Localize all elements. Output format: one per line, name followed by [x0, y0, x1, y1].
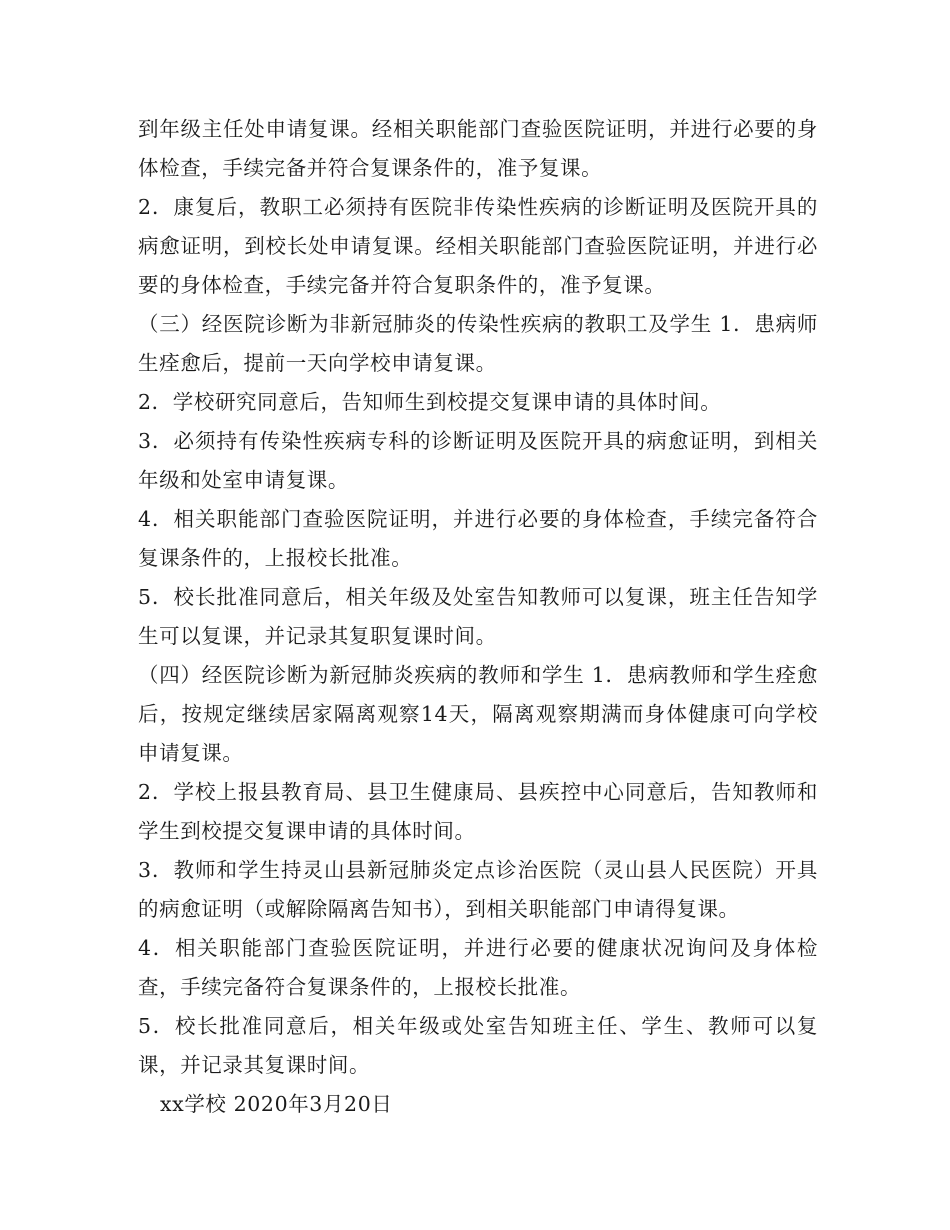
paragraph-health-inquiry: 4．相关职能部门查验医院证明，并进行必要的健康状况询问及身体检查，手续完备符合复课条件的，上报校长批准。 [138, 936, 818, 999]
paragraph-return-conditions: 到年级主任处申请复课。经相关职能部门查验医院证明，并进行必要的身体检查，手续完备并符合复课条件的，准予复课。 [138, 117, 818, 180]
paragraph-staff-recovery: 2．康复后，教职工必须持有医院非传染性疾病的诊断证明及医院开具的病愈证明，到校长处申请复课。经相关职能部门查验医院证明，并进行必要的身体检查，手续完备并符合复职条件的，准予复课。 [138, 195, 818, 297]
paragraph-verification: 4．相关职能部门查验医院证明，并进行必要的身体检查，手续完备符合复课条件的，上报校长批准。 [138, 507, 818, 570]
signature-line: xx学校 2020年3月20日 [160, 1092, 393, 1116]
paragraph-designated-hospital: 3．教师和学生持灵山县新冠肺炎定点诊治医院（灵山县人民医院）开具的病愈证明（或解除隔离告知书），到相关职能部门申请得复课。 [138, 858, 818, 921]
paragraph-school-approval: 2．学校研究同意后，告知师生到校提交复课申请的具体时间。 [138, 390, 722, 414]
paragraph-section-three: （三）经医院诊断为非新冠肺炎的传染性疾病的教职工及学生 1．患病师生痊愈后，提前一天向学校申请复课。 [138, 312, 818, 375]
paragraph-county-report: 2．学校上报县教育局、县卫生健康局、县疾控中心同意后，告知教师和学生到校提交复课申请的具体时间。 [138, 780, 818, 843]
paragraph-section-four: （四）经医院诊断为新冠肺炎疾病的教师和学生 1．患病教师和学生痊愈后，按规定继续居家隔离观察14天，隔离观察期满而身体健康可向学校申请复课。 [138, 663, 818, 765]
paragraph-specialist-certificate: 3．必须持有传染性疾病专科的诊断证明及医院开具的病愈证明，到相关年级和处室申请复课。 [138, 429, 818, 492]
paragraph-final-approval: 5．校长批准同意后，相关年级或处室告知班主任、学生、教师可以复课，并记录其复课时间。 [138, 1014, 818, 1077]
document-body [138, 110, 818, 1124]
paragraph-principal-approval: 5．校长批准同意后，相关年级及处室告知教师可以复课，班主任告知学生可以复课，并记录其复职复课时间。 [138, 585, 818, 648]
